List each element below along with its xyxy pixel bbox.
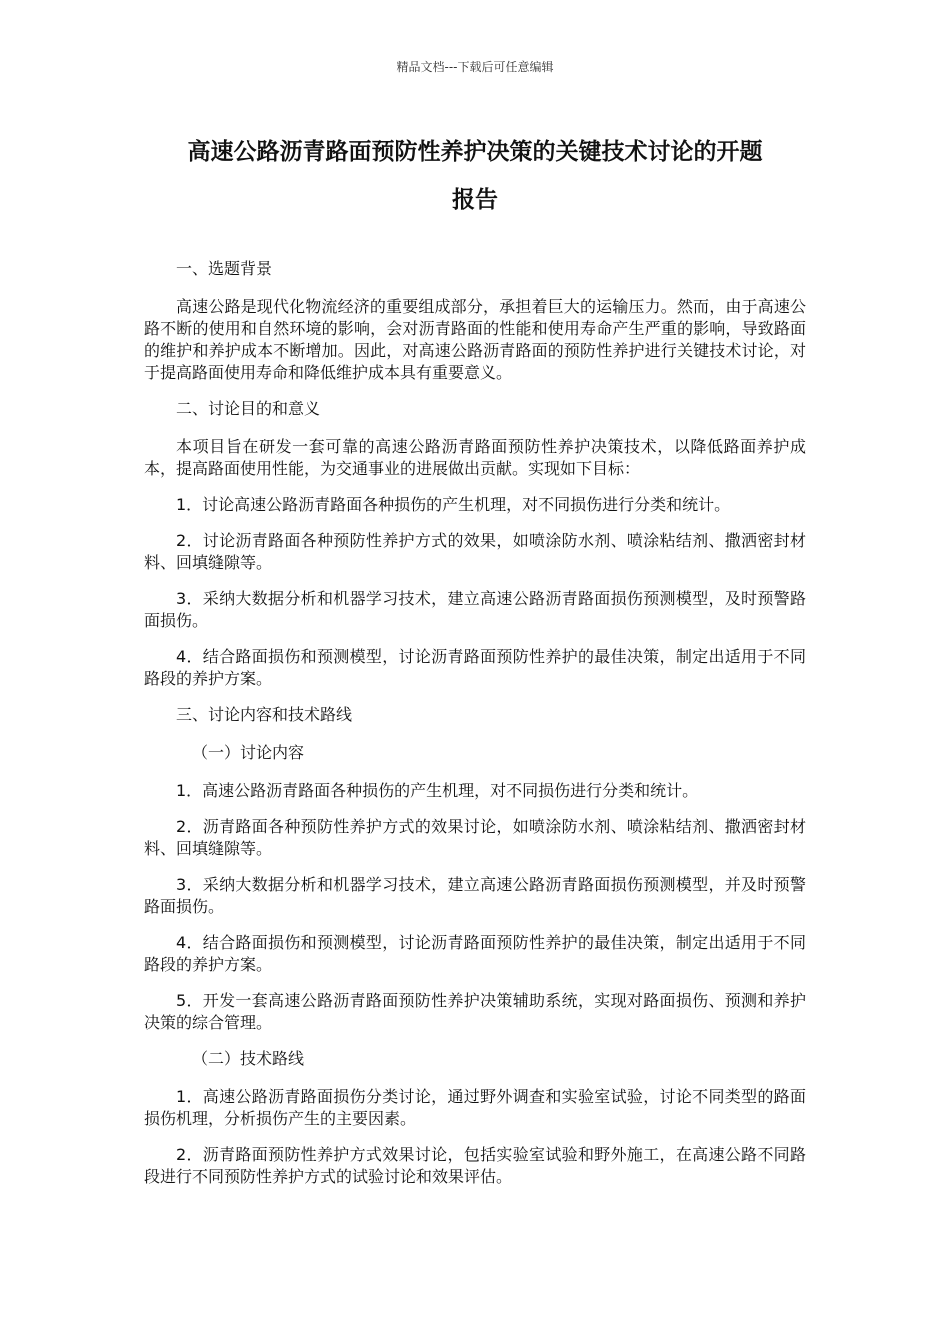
header-note: 精品文档---下载后可任意编辑 xyxy=(396,60,554,74)
list-item-content: 3．采纳大数据分析和机器学习技术，建立高速公路沥青路面损伤预测模型，并及时预警路面损伤。 xyxy=(144,875,806,916)
section-heading-background: 一、选题背景 xyxy=(176,259,273,278)
subheading-content: （一）讨论内容 xyxy=(192,743,305,762)
list-item-content: 5．开发一套高速公路沥青路面预防性养护决策辅助系统，实现对路面损伤、预测和养护决策的综合管理。 xyxy=(144,991,806,1032)
document-body xyxy=(144,258,806,1202)
section-heading-purpose: 二、讨论目的和意义 xyxy=(176,399,321,418)
section-heading-content-route: 三、讨论内容和技术路线 xyxy=(176,705,353,724)
subheading-route: （二）技术路线 xyxy=(192,1049,305,1068)
list-item-route: 2．沥青路面预防性养护方式效果讨论，包括实验室试验和野外施工，在高速公路不同路段进行不同预防性养护方式的试验讨论和效果评估。 xyxy=(144,1145,806,1186)
list-item-content: 1．高速公路沥青路面各种损伤的产生机理，对不同损伤进行分类和统计。 xyxy=(176,781,699,800)
paragraph-purpose-intro: 本项目旨在研发一套可靠的高速公路沥青路面预防性养护决策技术，以降低路面养护成本，提高路面使用性能，为交通事业的进展做出贡献。实现如下目标： xyxy=(144,437,806,478)
list-item-content: 2．沥青路面各种预防性养护方式的效果讨论，如喷涂防水剂、喷涂粘结剂、撒洒密封材料、回填缝隙等。 xyxy=(144,817,806,858)
document-title xyxy=(140,128,810,224)
list-item-goal: 3．采纳大数据分析和机器学习技术，建立高速公路沥青路面损伤预测模型，及时预警路面损伤。 xyxy=(144,589,806,630)
paragraph-background: 高速公路是现代化物流经济的重要组成部分，承担着巨大的运输压力。然而，由于高速公路不断的使用和自然环境的影响，会对沥青路面的性能和使用寿命产生严重的影响，导致路面的维护和养护成本不断增加。因此，对高速公路沥青路面的预防性养护进行关键技术讨论，对于提高路面使用寿命和降低维护成本具有重要意义。 xyxy=(144,297,806,382)
document-title-line-1: 高速公路沥青路面预防性养护决策的关键技术讨论的开题 xyxy=(187,139,763,165)
document-title-line-2: 报告 xyxy=(452,187,498,213)
list-item-goal: 4．结合路面损伤和预测模型，讨论沥青路面预防性养护的最佳决策，制定出适用于不同路段的养护方案。 xyxy=(144,647,806,688)
list-item-content: 4．结合路面损伤和预测模型，讨论沥青路面预防性养护的最佳决策，制定出适用于不同路段的养护方案。 xyxy=(144,933,806,974)
list-item-goal: 1．讨论高速公路沥青路面各种损伤的产生机理，对不同损伤进行分类和统计。 xyxy=(176,495,731,514)
list-item-route: 1．高速公路沥青路面损伤分类讨论，通过野外调查和实验室试验，讨论不同类型的路面损伤机理，分析损伤产生的主要因素。 xyxy=(144,1087,806,1128)
list-item-goal: 2．讨论沥青路面各种预防性养护方式的效果，如喷涂防水剂、喷涂粘结剂、撒洒密封材料、回填缝隙等。 xyxy=(144,531,806,572)
